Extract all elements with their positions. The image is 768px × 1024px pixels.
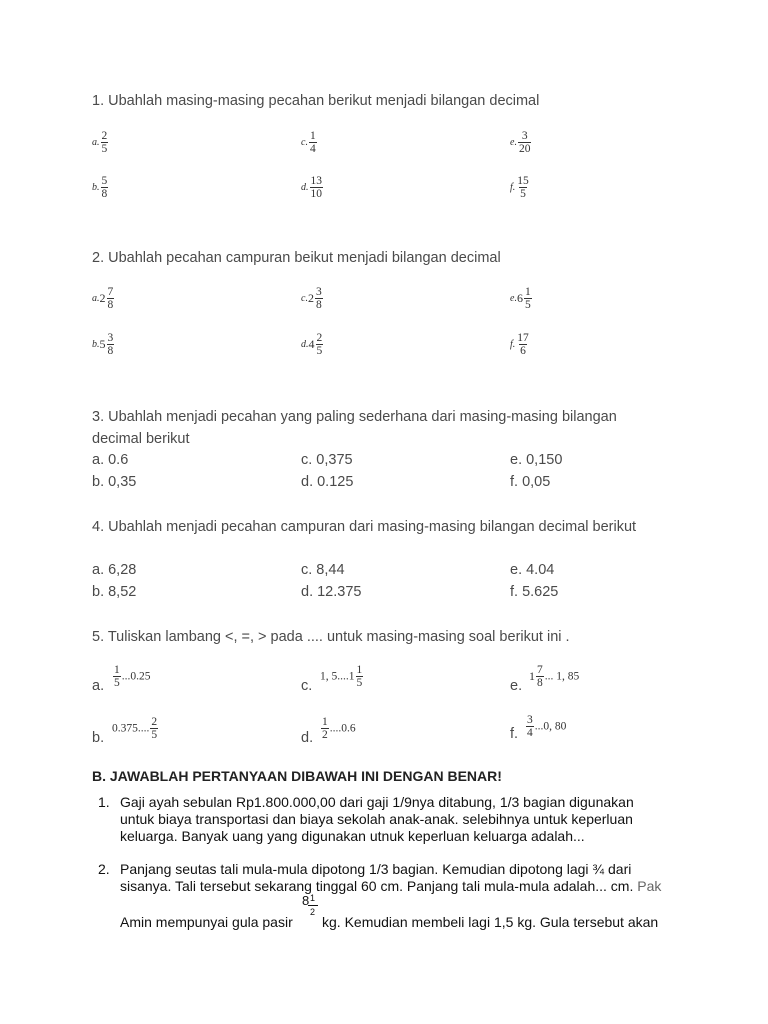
q2-title: 2. Ubahlah pecahan campuran beikut menjadi bilangan decimal [92,250,501,266]
q4-item-d: d. 12.375 [301,584,362,600]
q1-item-f: f. $\frac{15}{5}$ [510,175,529,200]
section-b-item2-line2-tail: Pak [633,878,662,894]
q3-item-a: a. 0.6 [92,452,129,468]
q4-item-a: a. 6,28 [92,562,137,578]
section-b-heading: B. JAWABLAH PERTANYAAN DIBAWAH INI DENGAN BENAR! [92,768,502,784]
q1-item-e: e. $\frac{3}{20}$ [510,130,531,155]
q5-item-c: 1, 5....1 $\frac{1}{5}$ [320,664,363,689]
section-b-mixed-bar [308,905,318,906]
q4-item-c: c. 8,44 [301,562,345,578]
q1-title: 1. Ubahlah masing-masing pecahan berikut menjadi bilangan decimal [92,93,540,109]
q4-item-b: b. 8,52 [92,584,137,600]
q3-title-line1: 3. Ubahlah menjadi pecahan yang paling sederhana dari masing-masing bilangan [92,409,617,425]
q3-item-d: d. 0.125 [301,474,354,490]
section-b-mixed-num: 1 [310,893,316,903]
q5-item-b-label: b. [92,730,105,746]
q3-item-c: c. 0,375 [301,452,353,468]
q5-item-d: $\frac{1}{2}$ ....0.6 [322,716,356,741]
q4-item-f: f. 5.625 [510,584,559,600]
q1-item-d: d. $\frac{13}{10}$ [301,175,322,200]
q2-item-b: b.5 $\frac{3}{8}$ [92,332,114,357]
q2-item-d: d.4 $\frac{2}{5}$ [301,332,323,357]
q5-title: 5. Tuliskan lambang <, =, > pada .... untuk masing-masing soal berikut ini . [92,629,570,645]
section-b-item1-line2: untuk biaya transportasi dan biaya sekolah anak-anak. selebihnya untuk keperluan [120,811,633,827]
q1-item-b: b. $\frac{5}{8}$ [92,175,108,200]
q2-item-e: e.6 $\frac{1}{5}$ [510,286,531,311]
q3-title [92,406,617,450]
section-b-item2 [120,861,720,895]
q5-item-b: 0.375.... $\frac{2}{5}$ [112,716,158,741]
q5-item-a: $\frac{1}{5}$ ...0.25 [114,664,151,689]
q1-item-a: a. $\frac{2}{5}$ [92,130,108,155]
section-b-item2-line2-text: sisanya. Tali tersebut sekarang tinggal 60 cm. Panjang tali mula-mula adalah... cm. [120,878,634,894]
q3-item-f: f. 0,05 [510,474,551,490]
q2-item-a: a.2 $\frac{7}{8}$ [92,286,114,311]
section-b-mixed-whole: 8 [302,893,310,908]
q5-item-f-label: f. [510,726,519,742]
section-b-item2-line2 [120,878,720,895]
q4-title: 4. Ubahlah menjadi pecahan campuran dari masing-masing bilangan decimal berikut [92,519,637,535]
q5-item-f: $\frac{3}{4}$ ...0, 80 [527,714,567,739]
section-b-item2-number: 2. [98,861,110,877]
q3-item-b: b. 0,35 [92,474,137,490]
q4-item-e: e. 4.04 [510,562,555,578]
q5-item-e-label: e. [510,678,523,694]
q5-item-d-label: d. [301,730,314,746]
section-b-item1-number: 1. [98,794,110,810]
q5-item-e: 1 $\frac{7}{8}$ ... 1, 85 [529,664,580,689]
section-b-item1 [120,794,680,845]
q3-item-e: e. 0,150 [510,452,563,468]
section-b-item1-line1: Gaji ayah sebulan Rp1.800.000,00 dari gaji 1/9nya ditabung, 1/3 bagian digunakan [120,794,634,810]
section-b-item2-line3-start: Amin mempunyai gula pasir [120,914,293,930]
q2-item-c: c.2 $\frac{3}{8}$ [301,286,322,311]
section-b-item2-line1: Panjang seutas tali mula-mula dipotong 1/3 bagian. Kemudian dipotong lagi ¾ dari [120,861,632,877]
section-b-item2-line3-end: kg. Kemudian membeli lagi 1,5 kg. Gula tersebut akan [322,914,659,930]
q1-item-c: c. $\frac{1}{4}$ [301,130,316,155]
section-b-item1-line3: keluarga. Banyak uang yang digunakan utnuk keperluan keluarga adalah... [120,828,585,844]
q3-title-line2: decimal berikut [92,431,190,447]
q5-item-a-label: a. [92,678,105,694]
q5-item-c-label: c. [301,678,313,694]
q2-item-f: f. $\frac{17}{6}$ [510,332,529,357]
section-b-mixed-den: 2 [310,907,316,917]
